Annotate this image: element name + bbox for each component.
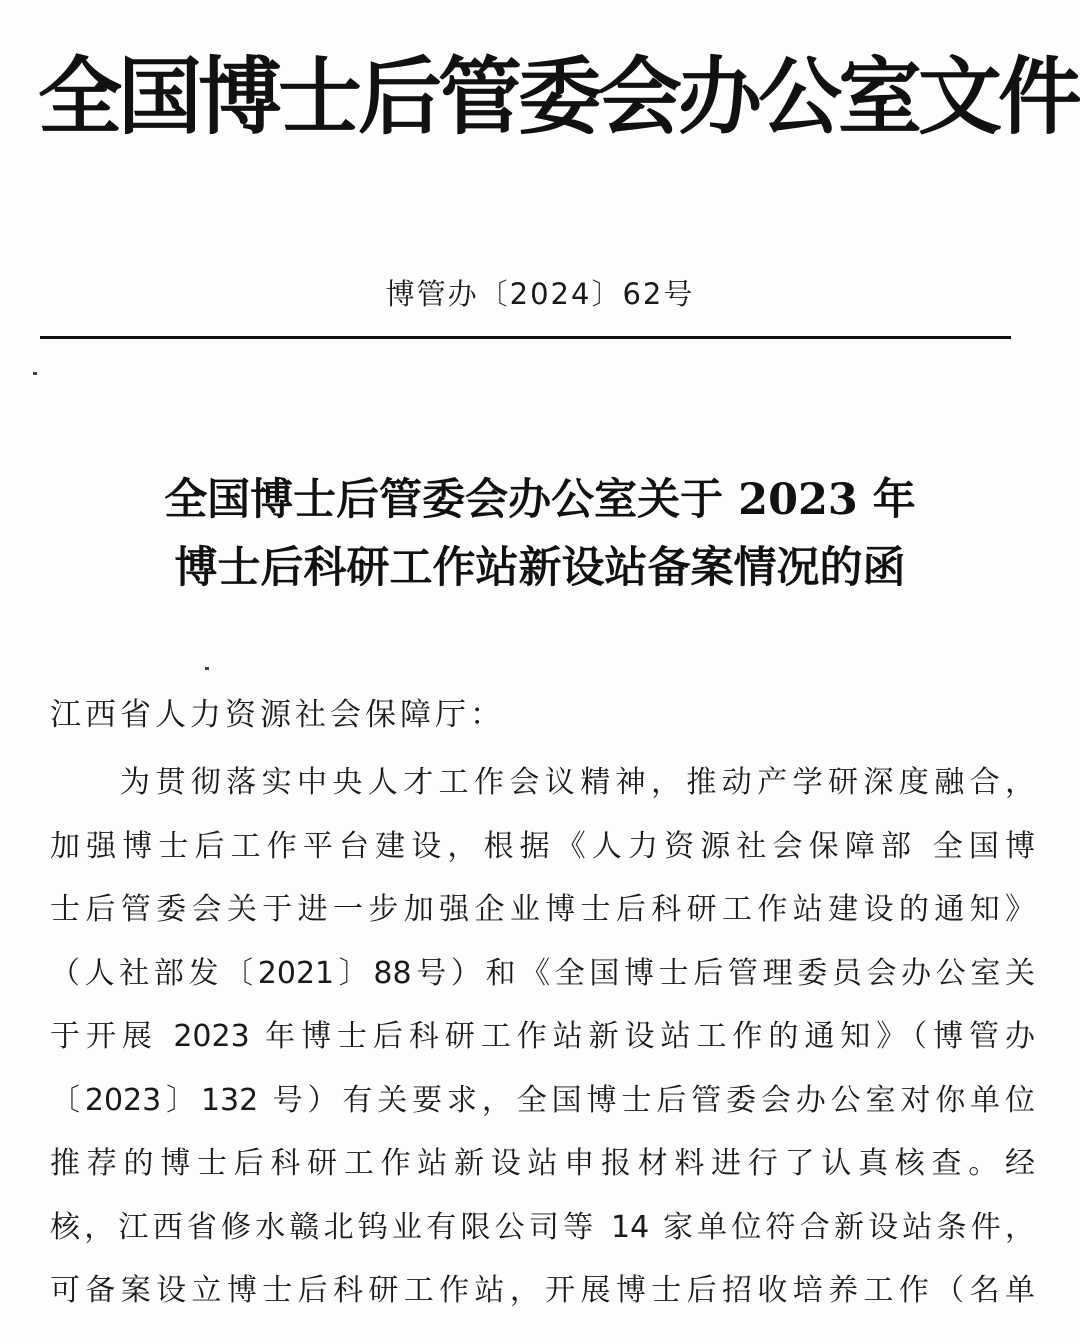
body-line: 核，江西省修水赣北钨业有限公司等 14 家单位符合新设站条件， <box>50 1209 1035 1245</box>
addressee: 江西省人力资源社会保障厅： <box>50 697 505 733</box>
body-paragraph <box>50 751 1035 1323</box>
subject-line-1: 全国博士后管委会办公室关于 2023 年 <box>164 475 916 525</box>
body-line: 于开展 2023 年博士后科研工作站新设站工作的通知》（博管办 <box>50 1019 1035 1054</box>
scan-speck <box>205 667 209 670</box>
header-divider <box>40 336 1011 339</box>
body-line: （人社部发〔2021〕88号）和《全国博士后管理委员会办公室关 <box>50 955 1035 991</box>
body-line: 加强博士后工作平台建设，根据《人力资源社会保障部 全国博 <box>50 828 1035 864</box>
subject-line-2: 博士后科研工作站新设站备案情况的函 <box>174 543 906 593</box>
scan-speck <box>33 372 37 375</box>
body-line: 为贯彻落实中央人才工作会议精神，推动产学研深度融合， <box>120 765 1035 800</box>
body-line: 可备案设立博士后科研工作站，开展博士后招收培养工作（名单 <box>50 1273 1035 1308</box>
body-line: 〔2023〕132 号）有关要求，全国博士后管委会办公室对你单位 <box>50 1082 1035 1118</box>
document-subject <box>0 466 1080 602</box>
body-line: 士后管委会关于进一步加强企业博士后科研工作站建设的通知》 <box>50 892 1035 927</box>
document-number: 博管办〔2024〕62号 <box>385 277 695 311</box>
document-header-title: 全国博士后管委会办公室文件 <box>38 47 1079 146</box>
body-line: 推荐的博士后科研工作站新设站申报材料进行了认真核查。经 <box>50 1146 1035 1181</box>
